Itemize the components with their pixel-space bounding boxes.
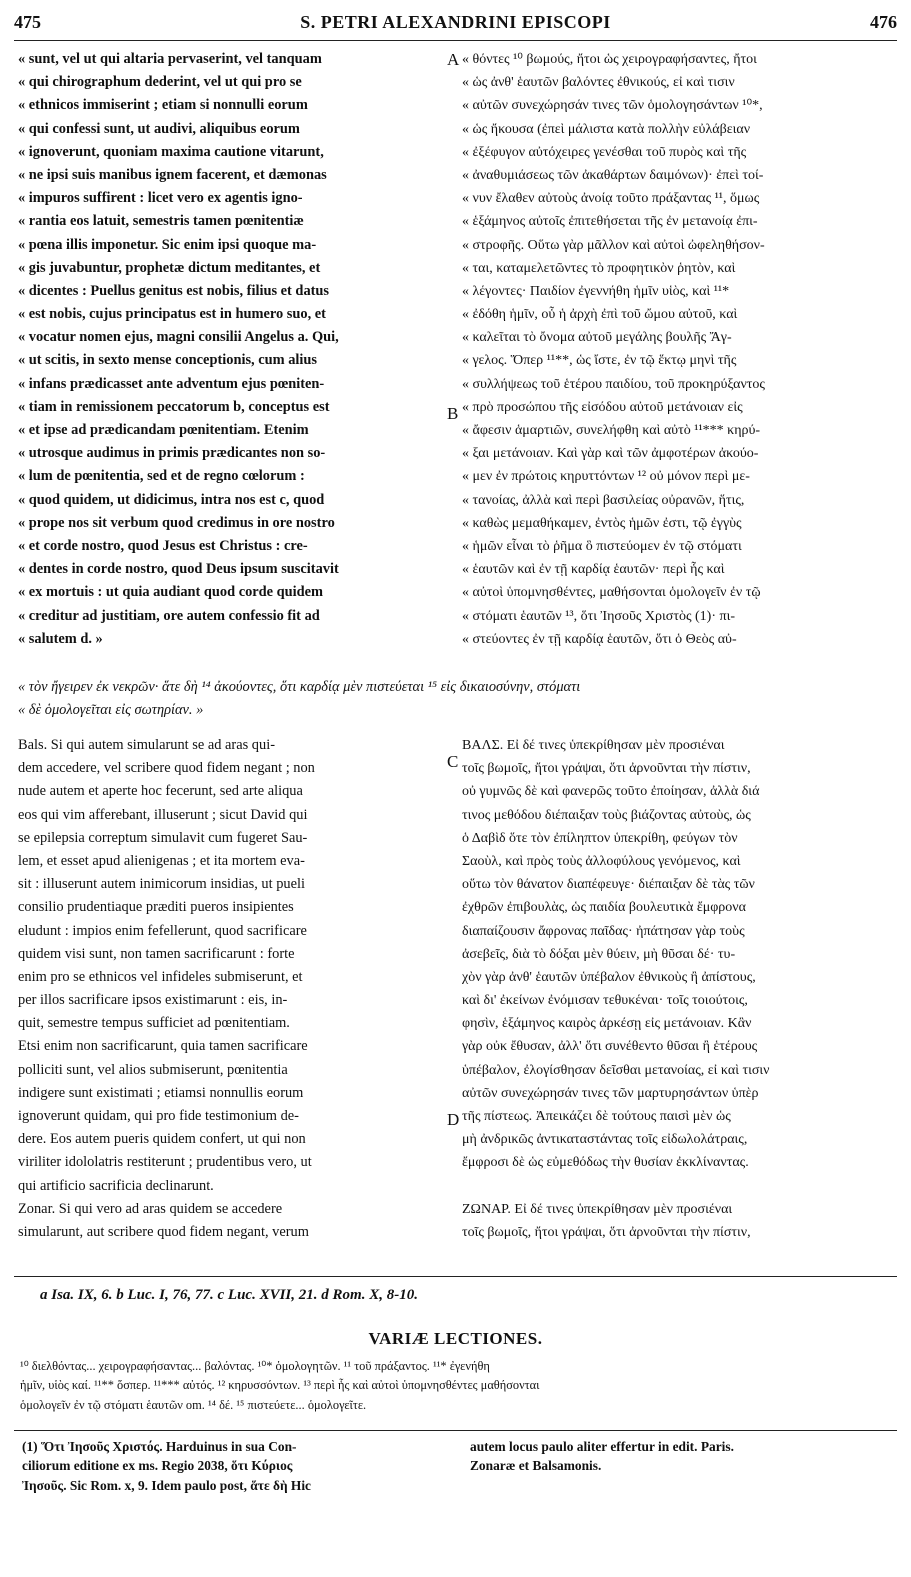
greek-line: « στροφῆς. Οὕτω γὰρ μᾶλλον καὶ αὐτοὶ ὠφεληθήσον- — [462, 237, 765, 253]
latin-line: « impuros suffirent : licet vero ex agentis igno- — [18, 190, 303, 207]
greek-line: « ὡς ἤκουσα (ἐπεὶ μάλιστα κατὰ πολλὴν εὐλάβειαν — [462, 121, 751, 137]
note-line: Ἰησοῦς. Sic Rom. x, 9. Idem paulo post, ἅτε δὴ Hic — [22, 1477, 312, 1493]
latin-commentary-line: ignoverunt quidam, qui pro fide testimonium de- — [18, 1108, 299, 1124]
latin-line: « utrosque audimus in primis prædicantes non so- — [18, 445, 326, 462]
greek-line: « ἄφεσιν ἁμαρτιῶν, συνελήφθη καὶ αὐτὸ ¹¹*** κηρύ- — [462, 423, 761, 438]
greek-commentary-line: τοῖς βωμοῖς, ἤτοι γράψαι, ὅτι ἀρνοῦνται τὴν πίστιν, — [462, 1224, 751, 1240]
greek-commentary-line: γὰρ οὐκ ἔθυσαν, ἀλλ' ὅτι συνέθεντο θῦσαι ἢ ἑτέρους — [462, 1039, 758, 1055]
greek-line: « θόντες ¹⁰ βωμούς, ἤτοι ὡς χειρογραφήσαντες, ἤτοι — [462, 52, 757, 67]
latin-line: « dentes in corde nostro, quod Deus ipsum suscitavit — [18, 561, 339, 578]
latin-line: « ethnicos immiserint ; etiam si nonnulli eorum — [18, 97, 308, 114]
latin-line: « et ipse ad prædicandam pœnitentiam. Etenim — [18, 422, 309, 438]
latin-commentary-line: indigere sunt existimati ; etiamsi nonnullis eorum — [18, 1084, 304, 1101]
latin-line: « creditur ad justitiam, ore autem confessio fit ad — [18, 607, 320, 624]
latin-text-column — [18, 48, 446, 651]
latin-commentary-line: per illos sacrificare ipsos existimarunt : eis, in- — [18, 992, 288, 1009]
greek-line: « ἑξάμηνος αὐτοῖς ἐπιτεθήσεται τῆς ἐν μετανοίᾳ ἐπι- — [462, 214, 758, 230]
latin-line: « ignoverunt, quoniam maxima cautione vitarunt, — [18, 143, 324, 160]
latin-line: « sunt, vel ut qui altaria pervaserint, vel tanquam — [18, 51, 322, 67]
greek-commentary-line: Σαοὺλ, καὶ πρὸς τοὺς ἀλλοφύλους γενόμενος, καὶ — [462, 853, 741, 869]
greek-line: « ἀναθυμιάσεως τῶν ἀκαθάρτων δαιμόνων)· ἐπεὶ τοί- — [462, 167, 764, 183]
greek-line: « λέγοντες· Παιδίον ἐγεννήθη ἡμῖν υἱὸς, καὶ ¹¹* — [462, 283, 730, 299]
latin-commentary — [18, 734, 446, 1244]
note-line: ciliorum editione ex ms. Regio 2038, ὅτι Κύριος — [22, 1458, 293, 1474]
latin-line: « est nobis, cujus principatus est in humero suo, et — [18, 306, 326, 323]
greek-line: « ται, καταμελετῶντες τὸ προφητικὸν ῥητὸν, καὶ — [462, 260, 736, 276]
greek-commentary-line: ΖΩΝΑΡ. Εἰ δέ τινες ὑπεκρίθησαν μὲν προσιέναι — [462, 1201, 733, 1217]
latin-commentary-line: se epilepsia correptum simulavit cum fugeret Sau- — [18, 829, 308, 846]
greek-line: « ἡμῶν εἶναι τὸ ῥῆμα ὃ πιστεύομεν ἐν τῷ στόματι — [462, 538, 742, 554]
latin-line: « vocatur nomen ejus, magni consilii Angelus a. Qui, — [18, 329, 339, 346]
greek-line: « ὡς ἀνθ' ἑαυτῶν βαλόντες ἐθνικούς, εἰ καὶ τισιν — [462, 75, 735, 91]
greek-line: « νυν ἔλαθεν αὐτοὺς ἀνοίᾳ τοῦτο πράξαντας ¹¹, ὅμως — [462, 191, 760, 207]
greek-commentary-line: τινος μεθόδου διέπαιξαν τοὺς βιάζοντας αὐτοὺς, ὡς — [462, 807, 751, 823]
latin-commentary-line: quidem visi sunt, non tamen sacrificarunt : forte — [18, 945, 295, 962]
greek-commentary-line: φησὶν, ἑξάμηνος καιρὸς ἀρκέσῃ εἰς μετάνοιαν. Κἂν — [462, 1016, 752, 1032]
greek-line: « τανοίας, ἀλλὰ καὶ περὶ βασιλείας οὐρανῶν, ἥτις, — [462, 492, 745, 508]
latin-commentary-line: quit, semestre tempus sufficiet ad pœnitentiam. — [18, 1015, 290, 1032]
variae-line: ὁμολογεῖν ἐν τῷ στόματι ἑαυτῶν om. ¹⁴ δέ. ¹⁵ πιστεύετε... ὁμολογεῖτε. — [20, 1397, 367, 1412]
note-line: (1) Ὅτι Ἰησοῦς Χριστός. Harduinus in sua Con- — [22, 1439, 297, 1454]
greek-line: « αὐτῶν συνεχώρησάν τινες τῶν ὁμολογησάντων ¹⁰*, — [462, 98, 763, 114]
editorial-note-left — [22, 1437, 462, 1495]
latin-line: « ut scitis, in sexto mense conceptionis, cum alius — [18, 352, 318, 369]
greek-commentary-line: οὐ γυμνῶς δὲ καὶ φανερῶς τοῦτο ἐποίησαν, ἀλλὰ διά — [462, 784, 760, 800]
latin-commentary-line: viriliter idololatris restiterunt ; prudentibus vero, ut — [18, 1154, 312, 1171]
latin-line: « dicentes : Puellus genitus est nobis, filius et datus — [18, 282, 330, 299]
greek-commentary-line: ὁ Δαβὶδ ὅτε τὸν ἐπίληπτον ὑπεκρίθη, φεύγων τὸν — [462, 830, 738, 846]
greek-commentary-line: ἔμφροσι δὲ ὡς εὐμεθόδως τὴν θυσίαν ἐκκλίναντας. — [462, 1155, 749, 1171]
latin-commentary-line: enim pro se ethnicos vel infideles submiserunt, et — [18, 968, 303, 985]
greek-line: « μεν ἐν πρώτοις κηρυττόντων ¹² οὐ μόνον περὶ με- — [462, 469, 750, 485]
greek-commentary-line: τῆς πίστεως. Ἀπεικάζει δὲ τούτους παισὶ μὲν ὡς — [462, 1109, 731, 1124]
greek-line: « ξαι μετάνοιαν. Καὶ γὰρ καὶ τῶν ἀμφοτέρων ἀκούο- — [462, 446, 759, 462]
latin-line: « ne ipsi suis manibus ignem facerent, et dæmonas — [18, 166, 327, 183]
latin-commentary-line: consilio prudentiaque præditi pueros insipientes — [18, 899, 294, 916]
greek-line: « αὐτοὶ ὑπομνησθέντες, μαθήσονται ὁμολογεῖν ἐν τῷ — [462, 585, 761, 601]
latin-commentary-line: qui artificio sacrificia declinarunt. — [18, 1177, 214, 1194]
latin-commentary-line: dem accedere, vel scribere quod fidem negant ; non — [18, 760, 315, 777]
variae-lectiones-list — [20, 1357, 892, 1415]
scripture-references: a Isa. IX, 6. b Luc. I, 76, 77. c Luc. XVII, 21. d Rom. X, 8-10. — [40, 1287, 418, 1303]
gutter-letter-c: C — [447, 752, 459, 771]
latin-commentary-line: Zonar. Si qui vero ad aras quidem se accedere — [18, 1200, 283, 1217]
page-number-left: 475 — [14, 12, 41, 32]
latin-commentary-line: lem, et esset apud alienigenas ; et ita mortem eva- — [18, 852, 305, 869]
greek-line: « ἐξέφυγον αὐτόχειρες γενέσθαι τοῦ πυρὸς καὶ τῆς — [462, 144, 747, 160]
latin-commentary-line: sit : illuserunt autem inimicorum insidias, ut pueli — [18, 876, 305, 893]
latin-commentary-line: eos qui vim afferebant, illuserunt ; sicut David qui — [18, 806, 308, 823]
latin-commentary-line: nude autem et aperte hoc fecerunt, sed arte aliqua — [18, 783, 303, 800]
latin-line: « quod quidem, ut didicimus, intra nos est c, quod — [18, 491, 325, 508]
note-line: autem locus paulo aliter effertur in edit. Paris. — [470, 1439, 734, 1454]
greek-commentary-line: χὸν γὰρ ἀνθ' ἑαυτῶν ὑπέβαλον ἐθνικοὺς ἢ ἀπίστους, — [462, 969, 756, 985]
latin-line: « rantia eos latuit, semestris tamen pœnitentiæ — [18, 213, 304, 230]
page-number-right: 476 — [870, 12, 897, 32]
greek-line: « πρὸ προσώπου τῆς εἰσόδου αὐτοῦ μετάνοιαν εἰς — [462, 399, 743, 415]
greek-commentary-line: ΒΑΛΣ. Εἰ δέ τινες ὑπεκρίθησαν μὲν προσιέναι — [462, 738, 725, 753]
page-header — [14, 12, 897, 38]
greek-commentary-line: ἀσεβεῖς, διὰ τὸ δόξαι μὲν θύειν, μὴ θῦσαι δέ· τυ- — [462, 946, 736, 962]
latin-commentary-line: eludunt : impios enim fefellerunt, quod sacrificare — [18, 922, 307, 939]
footnote-rule — [14, 1276, 897, 1277]
greek-commentary-line: διαπαίζουσιν ἄφρονας παῖδας· ἠπάτησαν γὰρ τοὺς — [462, 923, 745, 939]
latin-line: « tiam in remissionem peccatorum b, conceptus est — [18, 398, 330, 415]
greek-line: « ἐδόθη ἡμῖν, οὗ ἡ ἀρχὴ ἐπὶ τοῦ ὤμου αὐτοῦ, καὶ — [462, 307, 738, 323]
greek-fullwidth-line: « τὸν ἤγειρεν ἐκ νεκρῶν· ἅτε δὴ ¹⁴ ἀκούοντες, ὅτι καρδίᾳ μὲν πιστεύεται ¹⁵ εἰς δικαιοσύνην, στόματι — [18, 679, 581, 695]
latin-line: « gis juvabuntur, prophetæ dictum meditantes, et — [18, 259, 321, 276]
greek-commentary-line: ὑπέβαλον, ἐλογίσθησαν δεῖσθαι μετανοίας, εἰ καὶ τισιν — [462, 1062, 770, 1078]
gutter-letter-d: D — [447, 1110, 460, 1129]
latin-line: « ex mortuis : ut quia audiant quod corde quidem — [18, 584, 324, 601]
editorial-note-right — [470, 1437, 890, 1476]
gutter-letter-b: B — [447, 404, 459, 423]
latin-line: « qui chirographum dederint, vel ut qui pro se — [18, 74, 302, 91]
latin-line: « infans prædicasset ante adventum ejus pœniten- — [18, 375, 325, 392]
variae-line: ἡμῖν, υἱὸς καί. ¹¹** ὅσπερ. ¹¹*** αὐτός. ¹² κηρυσσόντων. ¹³ περὶ ἧς καὶ αὐτοὶ ὑπομνησθέντες μαθήσονται — [20, 1378, 540, 1393]
greek-fullwidth-text — [18, 676, 894, 722]
greek-commentary — [462, 734, 894, 1244]
variae-lectiones-heading: VARIÆ LECTIONES. — [368, 1329, 543, 1348]
greek-commentary-line — [462, 1175, 894, 1198]
gutter-letter-a: A — [447, 50, 460, 69]
latin-line: « salutem d. » — [18, 630, 103, 647]
latin-line: « lum de pœnitentia, sed et de regno cœlorum : — [18, 468, 305, 485]
greek-line: « καλεῖται τὸ ὄνομα αὐτοῦ μεγάλης βουλῆς Ἄγ- — [462, 330, 732, 346]
latin-commentary-line: Etsi enim non sacrificarunt, quia tamen sacrificare — [18, 1038, 308, 1055]
notes-rule — [14, 1430, 897, 1431]
latin-line: « et corde nostro, quod Jesus est Christus : cre- — [18, 537, 308, 554]
greek-commentary-line: καὶ δι' ἐκείνων ἐνόμισαν τεθυκέναι· τοῖς τοιούτοις, — [462, 993, 748, 1009]
greek-line: « στεύοντες ἐν τῇ καρδίᾳ ἑαυτῶν, ὅτι ὁ Θεὸς αὐ- — [462, 631, 737, 647]
greek-text-column — [462, 48, 894, 651]
greek-commentary-line: οὕτω τὸν θάνατον διαπέφευγε· διέπαιξαν δὲ τὰς τῶν — [462, 877, 755, 893]
latin-commentary-line: polliciti sunt, vel alios submiserunt, pœnitentia — [18, 1061, 288, 1078]
variae-line: ¹⁰ διελθόντας... χειρογραφήσαντας... βαλόντας. ¹⁰* ὁμολογητῶν. ¹¹ τοῦ πράξαντος. ¹¹* ἐγενήθη — [20, 1359, 490, 1373]
greek-fullwidth-line: « δὲ ὁμολογεῖται εἰς σωτηρίαν. » — [18, 702, 204, 719]
greek-commentary-line: μὴ ἀνδρικῶς ἀντικαταστάντας τοῖς εἰδωλολάτραις, — [462, 1132, 748, 1148]
greek-commentary-line: αὐτῶν συνεχώρησάν τινες τῶν μαρτυρησάντων ὑπὲρ — [462, 1085, 759, 1101]
running-title: S. PETRI ALEXANDRINI EPISCOPI — [300, 12, 611, 32]
greek-line: « στόματι ἑαυτῶν ¹³, ὅτι Ἰησοῦς Χριστὸς (1)· πι- — [462, 608, 735, 624]
greek-line: « γελος. Ὅπερ ¹¹**, ὡς ἴστε, ἐν τῷ ἕκτῳ μηνὶ τῆς — [462, 353, 737, 369]
latin-line: « pœna illis imponetur. Sic enim ipsi quoque ma- — [18, 236, 317, 253]
greek-line: « ἑαυτῶν καὶ ἐν τῇ καρδίᾳ ἑαυτῶν· περὶ ἧς καὶ — [462, 562, 725, 578]
note-line: Zonaræ et Balsamonis. — [470, 1458, 602, 1474]
latin-line: « prope nos sit verbum quod credimus in ore nostro — [18, 514, 335, 531]
header-rule — [14, 40, 897, 41]
greek-line: « καθὼς μεμαθήκαμεν, ἐντὸς ἡμῶν ἐστι, τῷ ἐγγὺς — [462, 515, 742, 531]
greek-commentary-line: ἐχθρῶν ἐπιβουλὰς, ὡς παιδία βουλευτικὰ ἔμφρονα — [462, 900, 746, 916]
latin-commentary-line: dere. Eos autem pueris quidem confert, ut qui non — [18, 1131, 306, 1148]
latin-commentary-line: Bals. Si qui autem simularunt se ad aras qui- — [18, 737, 275, 753]
greek-commentary-line: τοῖς βωμοῖς, ἤτοι γράψαι, ὅτι ἀρνοῦνται τὴν πίστιν, — [462, 761, 751, 777]
latin-commentary-line: simularunt, aut scribere quod fidem negant, verum — [18, 1223, 309, 1240]
latin-line: « qui confessi sunt, ut audivi, aliquibus eorum — [18, 120, 300, 137]
greek-line: « συλλήψεως τοῦ ἑτέρου παιδίου, τοῦ προκηρύξαντος — [462, 376, 765, 392]
